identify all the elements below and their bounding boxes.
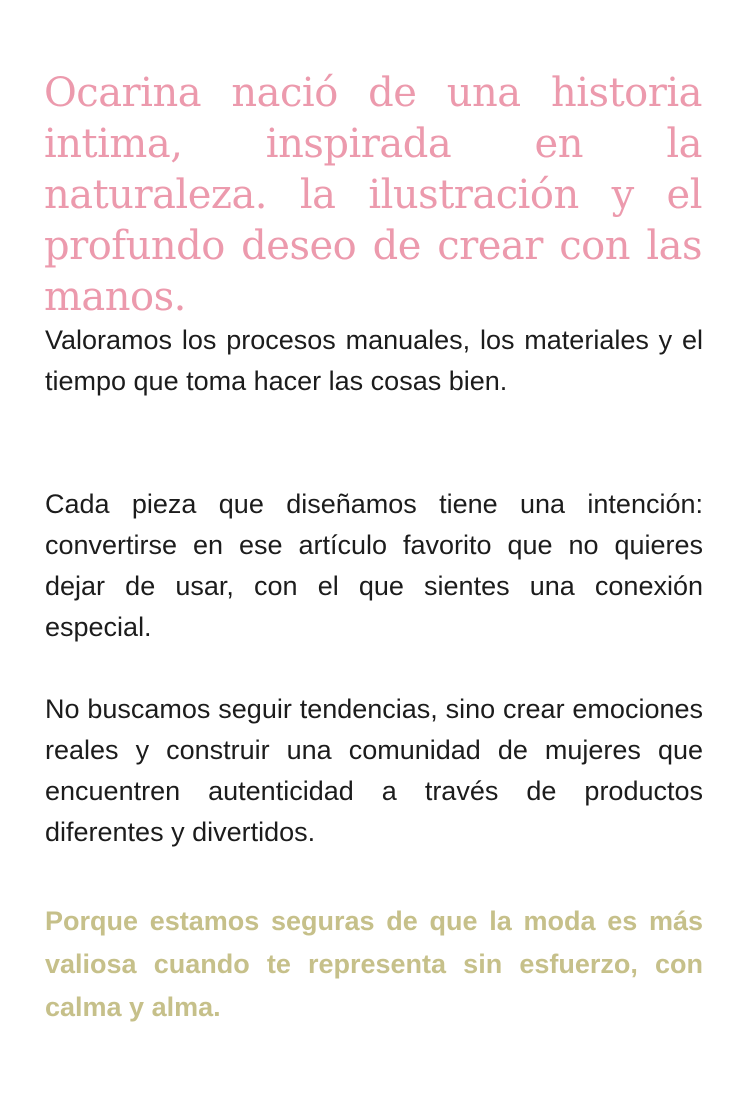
paragraph-design-intention: Cada pieza que diseñamos tiene una intención: convertirse en ese artículo favorito que no quieres dejar de usar, con el que sientes una conexión especial.	[45, 489, 703, 642]
paragraph-manual-processes: Valoramos los procesos manuales, los materiales y el tiempo que toma hacer las cosas bien.	[45, 325, 703, 396]
closing-statement: Porque estamos seguras de que la moda es más valiosa cuando te representa sin esfuerzo, con calma y alma.	[45, 906, 703, 1022]
paragraph-community: No buscamos seguir tendencias, sino crear emociones reales y construir una comunidad de mujeres que encuentren autenticidad a través de productos diferentes y divertidos.	[45, 694, 703, 847]
intro-heading: Ocarina nació de una historia intima, inspirada en la naturaleza. la ilustración y el profundo deseo de crear con las manos.	[44, 70, 702, 320]
